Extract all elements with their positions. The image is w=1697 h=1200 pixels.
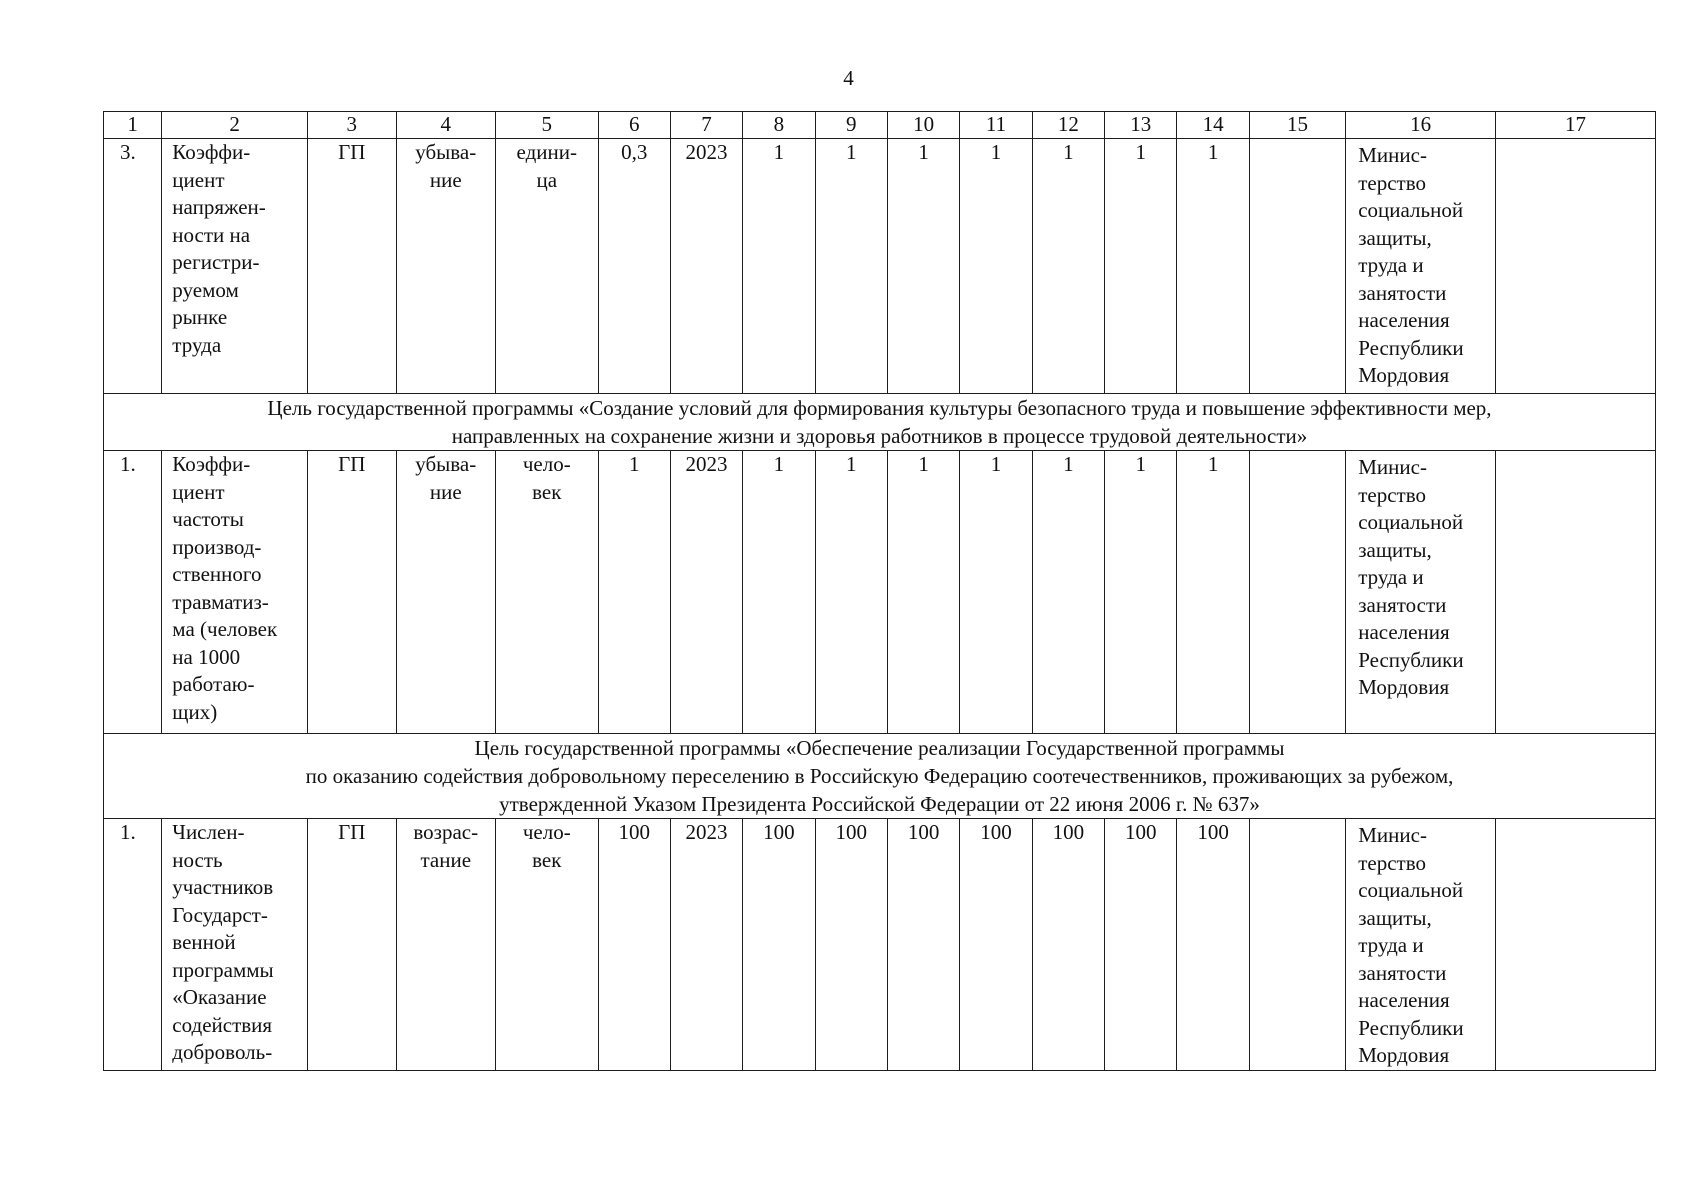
year-value: 1 bbox=[1032, 451, 1104, 734]
year-value: 1 bbox=[960, 139, 1032, 394]
header-cell: 17 bbox=[1496, 112, 1656, 139]
header-cell: 4 bbox=[396, 112, 496, 139]
header-cell: 15 bbox=[1249, 112, 1345, 139]
goal-row bbox=[104, 734, 1656, 819]
year-value: 100 bbox=[815, 819, 887, 1071]
header-cell: 2 bbox=[162, 112, 308, 139]
year-value: 1 bbox=[1032, 139, 1104, 394]
header-cell: 5 bbox=[496, 112, 599, 139]
header-cell: 14 bbox=[1177, 112, 1249, 139]
header-cell: 16 bbox=[1346, 112, 1496, 139]
indicator-name: Коэффи- циент частоты производ- ственного травматиз- ма (человек на 1000 работаю- щих) bbox=[162, 451, 308, 734]
base-value: 1 bbox=[598, 451, 670, 734]
base-year: 2023 bbox=[670, 451, 742, 734]
year-value: 1 bbox=[815, 139, 887, 394]
year-value: 100 bbox=[743, 819, 815, 1071]
empty-cell bbox=[1249, 451, 1345, 734]
year-value: 100 bbox=[1177, 819, 1249, 1071]
indicator-trend: убыва- ние bbox=[396, 139, 496, 394]
responsible-executor: Минис- терство социальной защиты, труда и занятости населения Республики Мордовия bbox=[1346, 451, 1496, 734]
header-cell: 11 bbox=[960, 112, 1032, 139]
indicator-name: Коэффи- циент напряжен- ности на регистри- руемом рынке труда bbox=[162, 139, 308, 394]
table-row bbox=[104, 451, 1656, 734]
empty-cell bbox=[1496, 451, 1656, 734]
row-number: 1. bbox=[104, 819, 162, 1071]
empty-cell bbox=[1249, 139, 1345, 394]
indicators-table bbox=[103, 111, 1656, 1071]
header-cell: 3 bbox=[308, 112, 396, 139]
table-row bbox=[104, 139, 1656, 394]
indicator-unit: чело- век bbox=[496, 819, 599, 1071]
year-value: 1 bbox=[1105, 451, 1177, 734]
header-cell: 8 bbox=[743, 112, 815, 139]
header-cell: 10 bbox=[887, 112, 959, 139]
indicator-level: ГП bbox=[308, 451, 396, 734]
goal-text: Цель государственной программы «Создание условий для формирования культуры безопасного труда и повышение эффективности мер, направленных на сохранение жизни и здоровья работников в процессе трудовой деятельности» bbox=[104, 394, 1656, 451]
table-row bbox=[104, 819, 1656, 1071]
indicator-trend: возрас- тание bbox=[396, 819, 496, 1071]
header-cell: 13 bbox=[1105, 112, 1177, 139]
year-value: 1 bbox=[887, 139, 959, 394]
year-value: 100 bbox=[887, 819, 959, 1071]
header-cell: 9 bbox=[815, 112, 887, 139]
base-year: 2023 bbox=[670, 819, 742, 1071]
goal-text: Цель государственной программы «Обеспечение реализации Государственной программы по оказанию содействия добровольному переселению в Российскую Федерацию соотечественников, проживающих за рубежом, утвержденной Указом Президента Российской Федерации от 22 июня 2006 г. № 637» bbox=[104, 734, 1656, 819]
indicator-trend: убыва- ние bbox=[396, 451, 496, 734]
table-header-row bbox=[104, 112, 1656, 139]
year-value: 1 bbox=[960, 451, 1032, 734]
year-value: 100 bbox=[960, 819, 1032, 1071]
indicator-name: Числен- ность участников Государст- венной программы «Оказание содействия доброволь- bbox=[162, 819, 308, 1071]
base-year: 2023 bbox=[670, 139, 742, 394]
year-value: 1 bbox=[1177, 139, 1249, 394]
year-value: 1 bbox=[815, 451, 887, 734]
base-value: 0,3 bbox=[598, 139, 670, 394]
year-value: 100 bbox=[1032, 819, 1104, 1071]
empty-cell bbox=[1249, 819, 1345, 1071]
header-cell: 1 bbox=[104, 112, 162, 139]
responsible-executor: Минис- терство социальной защиты, труда и занятости населения Республики Мордовия bbox=[1346, 819, 1496, 1071]
indicator-level: ГП bbox=[308, 139, 396, 394]
indicator-unit: едини- ца bbox=[496, 139, 599, 394]
row-number: 3. bbox=[104, 139, 162, 394]
empty-cell bbox=[1496, 819, 1656, 1071]
header-cell: 7 bbox=[670, 112, 742, 139]
year-value: 1 bbox=[1105, 139, 1177, 394]
responsible-executor: Минис- терство социальной защиты, труда и занятости населения Республики Мордовия bbox=[1346, 139, 1496, 394]
empty-cell bbox=[1496, 139, 1656, 394]
header-cell: 12 bbox=[1032, 112, 1104, 139]
year-value: 100 bbox=[1105, 819, 1177, 1071]
indicator-level: ГП bbox=[308, 819, 396, 1071]
year-value: 1 bbox=[887, 451, 959, 734]
page-number: 4 bbox=[843, 66, 854, 90]
year-value: 1 bbox=[1177, 451, 1249, 734]
year-value: 1 bbox=[743, 139, 815, 394]
base-value: 100 bbox=[598, 819, 670, 1071]
indicator-unit: чело- век bbox=[496, 451, 599, 734]
row-number: 1. bbox=[104, 451, 162, 734]
year-value: 1 bbox=[743, 451, 815, 734]
goal-row bbox=[104, 394, 1656, 451]
header-cell: 6 bbox=[598, 112, 670, 139]
